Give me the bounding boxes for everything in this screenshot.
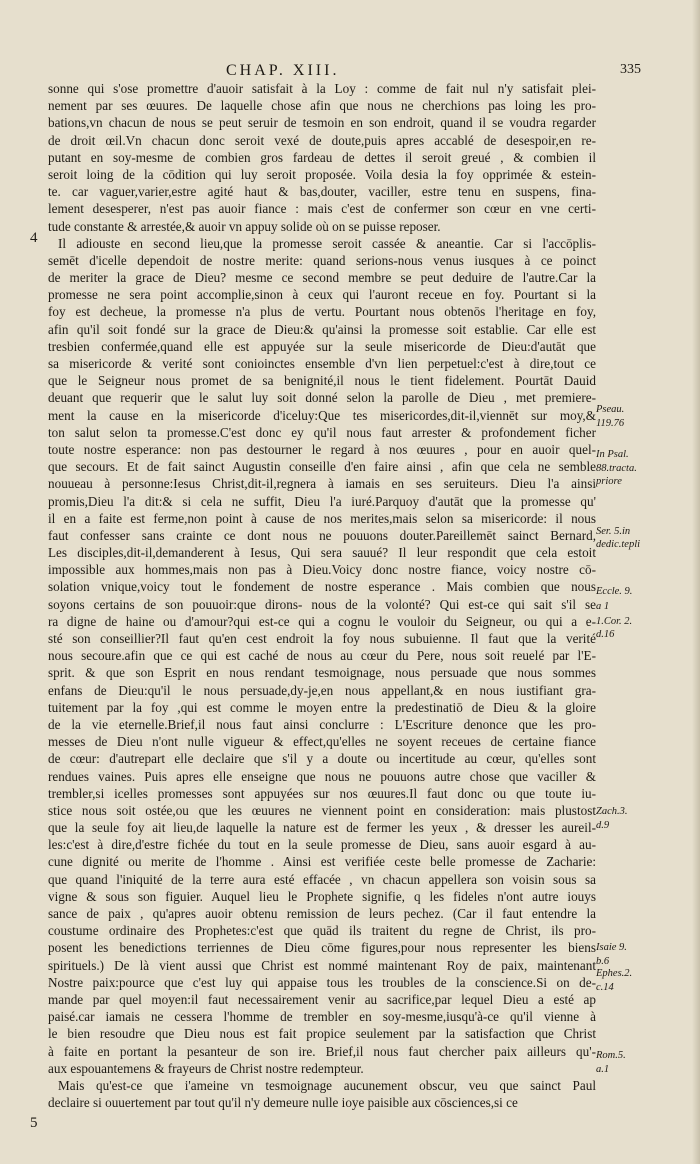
margin-note: dedic.tepli [596, 539, 641, 550]
text-line: soyons certains de son pouuoir:que dirons- nous de la volonté? Qui est-ce qui sait s'il se [48, 596, 596, 612]
text-line: posent les benedictions terriennes de Dieu cōme figures,pour nous representer les biens [48, 940, 596, 956]
margin-note: Ephes.2. [596, 968, 633, 979]
text-line: deuant que requerir que le salut luy soit donné selon la parolle de Dieu , met premiere- [48, 390, 596, 406]
margin-note: 119.76 [596, 418, 625, 429]
text-line: putant en soy-mesme de combien gros fardeau de dettes il seroit greué , & combien il [48, 149, 596, 165]
page-gutter-shadow [692, 0, 700, 1164]
paragraph-number: 5 [30, 1115, 38, 1131]
paragraph-number: 4 [30, 230, 38, 246]
text-line: à faite en portant la pesanteur de son ire. Brief,il nous faut chercher paix ailleurs qu'- [48, 1043, 596, 1059]
text-line: solation vnique,voicy tout le fondement de nostre esperance . Mais combien que nous [48, 579, 596, 595]
text-line: messes de Dieu n'ont nulle vigueur & effect,qu'elles ne soyent receues de certaine fiance [48, 734, 596, 750]
text-line: le bien resoudre que Dieu nous est fait propice seulement par la satisfaction que Christ [48, 1026, 596, 1042]
text-line: sance de paix , qu'apres auoir obtenu remission de leurs pechez. (Car il faut entendre la [48, 906, 596, 921]
text-line: Les disciples,dit-il,demanderent à Iesus, Qui sera sauué? Il leur respondit que cela estoit [48, 545, 596, 561]
text-line: sté son conseillier?Il faut qu'en cest endroit la foy nous subuienne. Il faut que la verité [48, 631, 596, 646]
text-line: tuitement par la foy ,qui est comme le moyen entre la predestinatiō de Dieu & la gloire [48, 699, 596, 715]
margin-note: 88.tracta. [596, 463, 637, 474]
text-line: declaire si ouuertement par tout qu'il n'y demeure nulle ioye paisible aux cōsciences,si ce [48, 1095, 518, 1111]
text-line: tude constante & arrestée,& auoir vn appuy solide où on se puisse reposer. [48, 218, 441, 234]
text-line: cune dignité ou merite de l'homme . Ainsi est verifiée ceste belle promesse de Zacharie: [48, 854, 596, 870]
text-line: de droit œil.Vn chacun donc seroit vexé de doute,puis apres accablé de desespoir,en re- [48, 132, 596, 148]
text-line: promis,Dieu l'a dit:& si cela ne suffit, Dieu l'a iuré.Parquoy d'autāt que la promesse qu' [48, 493, 596, 509]
margin-note: Isaie 9. [596, 942, 627, 953]
text-line: seroit loing de la cōdition qui luy seroit proposée. Voila desia la foy opprimée & estein- [48, 166, 596, 182]
text-line: de la vie eternelle.Brief,il nous faut ainsi conclurre : L'Escriture denonce que les pro- [48, 716, 596, 732]
text-line: te. car vaguer,varier,estre agité haut & bas,douter, vaciller, estre tenu en suspens, fina- [48, 184, 596, 200]
text-line: que la seule foy ait lieu,de laquelle la nature est de fermer les yeux , & dresser les aureil- [48, 820, 596, 836]
margin-note: a.1 [596, 1064, 610, 1075]
text-line: enfans de Dieu:qu'il le nous persuade,dy-je,en nous appellant,& en nous iustifiant gra- [48, 682, 596, 698]
margin-note: d.9 [596, 820, 610, 831]
text-line: paisé.car iamais ne cessera l'homme de trembler en soy-mesme,iusqu'à-ce qu'il vienne à [48, 1009, 596, 1025]
body-text [48, 80, 596, 1111]
text-line: Nostre paix:pource que c'est luy qui appaise tous les troubles de la conscience.Si on de- [48, 974, 596, 990]
text-line: sprit. & que son Esprit en nous rendant tesmoignage, nous persuade que nous sommes [48, 665, 596, 681]
chapter-heading: CHAP. XIII. [226, 62, 340, 79]
text-line: ra digne de haine ou d'amour?qui est-ce qui a cognu le vouloir du Seigneur, ou qui a e- [48, 613, 596, 629]
text-line: toute nostre esperance: non pas destourner le regard à nos œuures , pour en auoir quel- [48, 441, 596, 457]
margin-note: 1.Cor. 2. [596, 616, 633, 627]
margin-note: d.16 [596, 629, 615, 640]
text-line: promesse ne sera point accomplie,sinon à ceux qui l'auront receue en foy. Pourtant si la [48, 287, 596, 303]
text-line: Il adiouste en second lieu,que la promesse seroit cassée & aneantie. Car si l'accōplis- [58, 235, 596, 251]
text-line: trembler,si icelles promesses sont appuyées sur nos œuures.Il faut donc ou que toute iu- [48, 785, 596, 801]
margin-note: Eccle. 9. [596, 586, 633, 597]
text-line: de meriter la grace de Dieu? mesme ce second membre se peut deduire de l'autre.Car la [48, 270, 596, 286]
text-line: ment la cause en la misericorde d'iceluy:Que tes misericordes,dit-il,viennēt sur moy,& [48, 407, 596, 423]
text-line: ton salut selon ta promesse.C'est donc ey qu'il nous faut arrester & profondement ficher [48, 424, 596, 440]
margin-note: b.6 [596, 956, 610, 967]
text-line: impossible aux hommes,mais non pas à Dieu.Voicy donc nostre fiance, voicy nostre cō- [48, 562, 596, 578]
margin-note: Ser. 5.in [596, 526, 631, 537]
text-line: spirituels.) De là vient aussi que Christ est nommé maintenant Roy de paix, maintenant [48, 957, 596, 973]
text-line: sa misericorde & verité sont conioinctes ensemble d'vn lien perpetuel:c'est à dire,tout ce [48, 356, 596, 371]
margin-note: Zach.3. [596, 806, 628, 817]
text-line: foy est decheue, la promesse n'a plus de vertu. Pourtant nous obtenōs l'heritage en foy, [48, 304, 596, 320]
text-line: sonne qui s'ose promettre d'auoir satisfait à la Loy : comme de fait nul n'y satisfait plei- [48, 81, 596, 96]
text-line: semēt d'icelle dependoit de nostre merite: quand serions-nous venus iusques à ce poinct [48, 252, 596, 268]
text-line: coustume ordinaire des Prophetes:c'est que quād ils traitent du regne de Christ, ils pro- [48, 923, 596, 939]
text-line: nouueau à personne:Iesus Christ,dit-il,regnera à iamais en ses seruiteurs. Dieu l'a ainsi [48, 476, 596, 492]
text-line: les:c'est à dire,d'estre fichée du tout en la seule promesse de Dieu, sans auoir esgard à au- [48, 837, 596, 853]
text-line: faut confesser sans crainte ce dont nous ne pouuons douter.Pareillemēt sainct Bernard, [48, 527, 596, 543]
text-line: que le Seigneur nous promet de sa benignité,il nous le tient fidelement. Pourtāt Dauid [48, 373, 596, 389]
text-line: que secours. Et de fait sainct Augustin conseille d'en faire ainsi , afin que cela ne semble [48, 459, 596, 475]
text-line: de cœur: d'autrepart elle declaire que s'il y a doute ou incertitude au cœur, qu'elles sont [48, 751, 596, 767]
text-line: rendues vaines. Puis apres elle enseigne que nous ne pouuons autre chose que vaciller & [48, 768, 596, 784]
margin-note: In Psal. [596, 449, 629, 460]
text-line: Mais qu'est-ce que i'ameine vn tesmoignage aucunement obscur, veu que sainct Paul [58, 1077, 596, 1093]
text-line: tresbien confermée,quand elle est appuyée sur la seule misericorde de Dieu:d'autāt que [48, 338, 596, 354]
text-line: nement par ses œuures. De laquelle chose afin que nous ne cherchions pas loing les pro- [48, 98, 596, 114]
text-line: nous secoure.afin que ce qui est caché de nous au cœur du Pere, nous soit reuelé par l'E- [48, 648, 596, 664]
margin-note: priore [596, 476, 622, 487]
text-line: lement desesperer, n'est pas auoir fiance : mais c'est de confermer son cœur en vne certi- [48, 201, 596, 217]
text-line: afin qu'il soit fondé sur la grace de Dieu:& qu'ainsi la promesse soit establie. Car elle est [48, 321, 596, 337]
margin-note: c.14 [596, 982, 614, 993]
margin-note: Rom.5. [596, 1050, 626, 1061]
margin-note: Pseau. [596, 404, 625, 415]
margin-note: a 1 [596, 601, 610, 612]
text-line: aux espouantemens & frayeurs de Christ nostre redempteur. [48, 1060, 364, 1076]
text-line: vigne & sous son figuier. Auquel lieu le Prophete signifie, q les fideles n'ont autre iouys [48, 888, 596, 904]
text-line: que quand l'iniquité de la terre aura esté effacée , vn chacun appellera son voisin sous sa [48, 871, 596, 887]
text-line: bations,vn chacun de nous se peut seruir de tesmoin en son endroit, quand il se voudra regarder [48, 115, 596, 131]
text-line: il en a faite est ferme,non point à cause de nos merites,mais selon sa misericorde: il nous [48, 510, 596, 526]
page-number: 335 [620, 62, 641, 77]
text-line: stice nous soit ostée,ou que les œuures ne viennent point en consideration: mais plustost [48, 802, 596, 818]
text-line: mande par quel moyen:il faut necessairement venir au sacrifice,par lequel Dieu a esté ap [48, 991, 596, 1007]
